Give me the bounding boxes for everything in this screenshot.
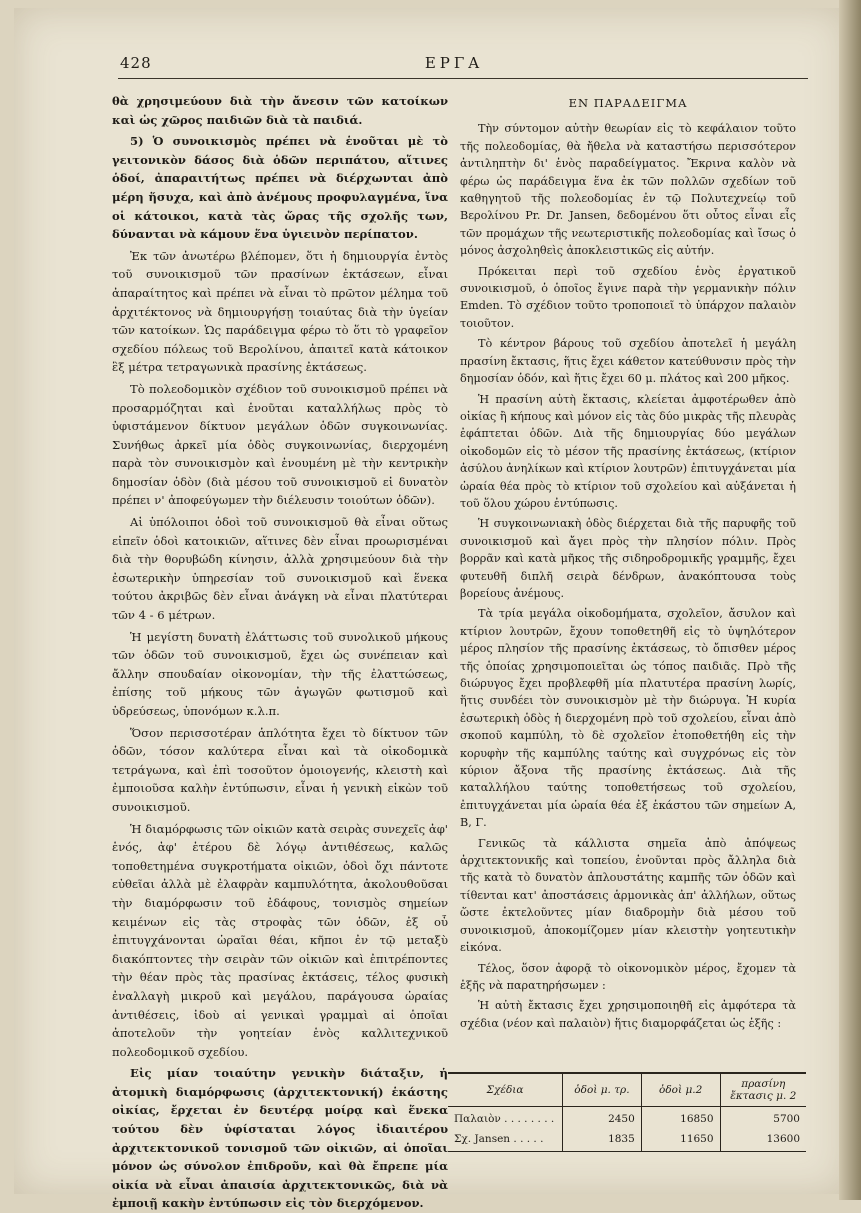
- table-cell: Σχ. Jansen . . . . .: [448, 1127, 563, 1152]
- table-row: [448, 1127, 806, 1152]
- paragraph: Ἡ αὐτὴ ἔκτασις ἔχει χρησιμοποιηθῆ εἰς ἀμφότερα τὰ σχέδια (νέον καὶ παλαιὸν) ἥτις διαμορφάζεται ὡς ἑξῆς :: [460, 999, 796, 1030]
- paragraph: Ἡ πρασίνη αὐτὴ ἔκτασις, κλείεται ἀμφοτέρωθεν ἀπὸ οἰκίας ἢ κήπους καὶ μόνον εἰς τὰς δύο μικρὰς τῆς πλευρὰς ἐφάπτεται ὁδῶν. Διὰ τῆς δημιουργίας δύο μεγάλων οἰκοδομῶν εἰς τὸ μέσον τῆς πρασίνης ἐκτάσεως, (κτίριον ἀσύλου ἀνηλίκων καὶ κτίριον λουτρῶν) ἐπιτυγχάνεται μία ὡραία θέα πρὸς τὸ κτίριον τοῦ σχολείου καὶ αὐξάνεται ἡ τοῦ ὅλου χώρου ἐντύπωσις.: [460, 392, 796, 510]
- paragraph: Ὅσον περισσοτέραν ἁπλότητα ἔχει τὸ δίκτυον τῶν ὁδῶν, τόσον καλύτερα εἶναι καὶ τὰ οἰκοδομικὰ τετράγωνα, καὶ ἐπὶ τοσοῦτον ὁμοιογενής, κλειστὴ καὶ ἐμποιοῦσα καλὴν ἐντύπωσιν, εἶναι ἡ γενικὴ εἰκὼν τοῦ συνοικισμοῦ.: [112, 725, 448, 814]
- paragraph: Εἰς μίαν τοιαύτην γενικὴν διάταξιν, ἡ ἀτομικὴ διαμόρφωσις (ἀρχιτεκτονική) ἑκάστης οἰκίας, ἔρχεται ἐν δευτέρᾳ μοίρᾳ καὶ ἕνεκα τούτου δὲν ὑφίσταται λόγος ἰδιαιτέρου ἀρχιτεκτονικοῦ τονισμοῦ τῶν οἰκιῶν, αἱ ὁποῖαι μόνον ὡς σύνολον ἐπιδροῦν, καὶ θὰ ἔπρεπε μία οἰκία νὰ εἶναι ἀπαισία ἀρχιτεκτονικῶς, διὰ νὰ ἐμποιῇ κακὴν ἐντύπωσιν εἰς τὸν διερχόμενον.: [112, 1066, 448, 1211]
- paragraph: Ἡ συγκοινωνιακὴ ὁδὸς διέρχεται διὰ τῆς παρυφῆς τοῦ συνοικισμοῦ καὶ ἄγει πρὸς τὴν πλησίον πόλιν. Πρὸς βορρᾶν καὶ κατὰ μῆκος τῆς σιδηροδρομικῆς γραμμῆς, ἔχει φυτευθῆ διπλῆ σειρὰ δένδρων, ἀνακόπτουσα τοὺς βορείους ἀνέμους.: [460, 517, 796, 600]
- paragraph: Τέλος, ὅσον ἀφορᾷ τὸ οἰκονομικὸν μέρος, ἔχομεν τὰ ἑξῆς νὰ παρατηρήσωμεν :: [460, 961, 796, 992]
- paragraph: Τὴν σύντομον αὐτὴν θεωρίαν εἰς τὸ κεφάλαιον τοῦτο τῆς πολεοδομίας, θὰ ἤθελα νὰ καταστήσω περισσότερον ἀντιληπτὴν δι' ἑνὸς παραδείγματος. Ἔκρινα καλὸν νὰ φέρω ὡς παράδειγμα ἕνα ἐκ τῶν πολλῶν σχεδίων τοῦ καθηγητοῦ τῆς πολεοδομίας ἐν τῷ Πολυτεχνείῳ τοῦ Βερολίνου Pr. Dr. Jansen, δεδομένου ὅτι οὗτος εἶναι εἷς τῶν προμάχων τῆς νεωτεριστικῆς πολεοδομίας καὶ ἴσως ὁ μόνος ἀσχοληθεὶς ἀποκλειστικῶς εἰς αὐτήν.: [460, 122, 796, 258]
- paragraph: Αἱ ὑπόλοιποι ὁδοὶ τοῦ συνοικισμοῦ θὰ εἶναι οὕτως εἰπεῖν ὁδοὶ κατοικιῶν, αἵτινες δὲν εἶναι προωρισμέναι διὰ τὴν θορυβώδη κίνησιν, ἀλλὰ χρησιμεύουν διὰ τὴν ἐσωτερικὴν ὑπηρεσίαν τοῦ συνοικισμοῦ καὶ ἕνεκα τούτου ἀκριβῶς δὲν εἶναι ἀνάγκη νὰ εἶναι πλατύτεραι τῶν 4 - 6 μέτρων.: [112, 515, 448, 623]
- table-cell: Παλαιὸν . . . . . . . .: [454, 1113, 555, 1125]
- right-column: [460, 95, 796, 1032]
- table-cell: 16850: [641, 1107, 720, 1128]
- paragraph: Πρόκειται περὶ τοῦ σχεδίου ἑνὸς ἐργατικοῦ συνοικισμοῦ, ὁ ὁποῖος ἔγινε παρὰ τὴν γερμανικὴν πόλιν Emden. Τὸ σχέδιον τοῦτο τροποποιεῖ τὸ ὑπάρχον παλαιὸν τοιοῦτον.: [460, 264, 796, 330]
- table-header: Σχέδια: [448, 1073, 563, 1107]
- paragraph: θὰ χρησιμεύουν διὰ τὴν ἄνεσιν τῶν κατοίκων καὶ ὡς χῶρος παιδιῶν διὰ τὰ παιδιά.: [112, 94, 448, 127]
- paragraph: Τὰ τρία μεγάλα οἰκοδομήματα, σχολεῖον, ἄσυλον καὶ κτίριον λουτρῶν, ἔχουν τοποθετηθῆ εἰς τὸ ὑψηλότερον μέρος πλησίον τῆς πρασίνης ἐκτάσεως, τὸ ὄπισθεν μέρος τῆς ὁποίας χρησιμοποιεῖται ὡς τόπος παιδιᾶς. Πρὸ τῆς διώρυγος ἔχει προβλεφθῆ μία πλατυτέρα πρασίνη λωρίς, ἥτις συνδέει τὸν συνοικισμὸν μὲ τὴν διώρυγα. Ἡ κυρία ἐσωτερικὴ ὁδὸς ἡ διερχομένη πρὸ τοῦ σχολείου, εἶναι ἀπὸ σκοποῦ καμπύλη, τὸ δὲ σχολεῖον ἐτοποθετήθη εἰς τὴν κορυφὴν τῆς καμπύλης ταύτης καὶ συγχρόνως εἰς τὸν κύριον ἄξονα τῆς πρασίνης ἐκτάσεως. Διὰ τῆς καταλλήλου ταύτης τοποθετήσεως τοῦ σχολείου, ἐπιτυγχάνεται μία ὡραία θέα ἐξ ἑκάστου τῶν σημείων Α, Β, Γ.: [460, 607, 796, 830]
- table-row: [448, 1107, 806, 1128]
- page-edge: [839, 0, 861, 1200]
- page-header: [104, 50, 804, 80]
- data-table: [448, 1072, 806, 1152]
- left-column: [112, 92, 448, 1213]
- table-cell: 2450: [563, 1107, 642, 1128]
- table-cell: 5700: [720, 1107, 806, 1128]
- right-paragraphs: [460, 120, 796, 1032]
- paragraph: Τὸ πολεοδομικὸν σχέδιον τοῦ συνοικισμοῦ πρέπει νὰ προσαρμόζηται καὶ ἑνοῦται καταλλήλως πρὸς τὸ ὑφιστάμενον δίκτυον μεγάλων ὁδῶν συγκοινωνίας. Συνήθως ἀρκεῖ μία ὁδὸς συγκοινωνίας, διερχομένη παρὰ τὸν συνοικισμὸν καὶ ἑνουμένη μὲ τὴν κεντρικὴν δημοσίαν ὁδὸν (διὰ μέσου τοῦ συνοικισμοῦ εἰ δυνατὸν πρέπει ν' ἀποφεύγωμεν τὴν διέλευσιν τοιούτων ὁδῶν).: [112, 381, 448, 508]
- header-rule: [118, 78, 808, 79]
- table-header-row: [448, 1073, 806, 1107]
- paragraph: Γενικῶς τὰ κάλλιστα σημεῖα ἀπὸ ἀπόψεως ἀρχιτεκτονικῆς καὶ τοπείου, ἑνοῦνται πρὸς ἄλληλα διὰ τῆς κατὰ τὸ δυνατὸν ἁπλουστάτης καμπῆς τῶν ὁδῶν καὶ τίθενται κατ' ἀποστάσεις ἁρμονικὰς ἀπ' ἀλλήλων, οὕτως ὥστε ἐκτελοῦντες μίαν διαδρομὴν διὰ μέσου τοῦ συνοικισμοῦ, ἀποκομίζομεν μίαν κλειστὴν γοητευτικὴν εἰκόνα.: [460, 836, 796, 955]
- paragraph: Ἡ μεγίστη δυνατὴ ἐλάττωσις τοῦ συνολικοῦ μήκους τῶν ὁδῶν τοῦ συνοικισμοῦ, ἔχει ὡς συνέπειαν καὶ ἄλλην σπουδαίαν οἰκονομίαν, τὴν τῆς ἐλαττώσεως, ἐπίσης τοῦ μήκους τῶν ἀγωγῶν φωτισμοῦ καὶ ὑδρεύσεως, ὑπονόμων κ.λ.π.: [112, 629, 448, 718]
- table-cell: 13600: [720, 1127, 806, 1152]
- table-cell: 11650: [641, 1127, 720, 1152]
- paragraph: Ἐκ τῶν ἀνωτέρω βλέπομεν, ὅτι ἡ δημιουργία ἐντὸς τοῦ συνοικισμοῦ τῶν πρασίνων ἐκτάσεων, εἶναι ἀπαραίτητος καὶ πρέπει νὰ εἶναι τὸ πρῶτον μέλημα τοῦ ἀρχιτέκτονος νὰ δημιουργήσῃ τοιαύτας διὰ τὴν ὑγείαν τῶν κατοίκων. Ὡς παράδειγμα φέρω τὸ ὅτι τὸ γραφεῖον σχεδίου πόλεως τοῦ Βερολίνου, ἀπαιτεῖ κατὰ κάτοικον ἓξ μέτρα τετραγωνικὰ πρασίνης ἐκτάσεως.: [112, 248, 448, 375]
- table-header: ὁδοὶ μ. τρ.: [563, 1073, 642, 1107]
- page-number: 428: [120, 54, 152, 72]
- paragraph: Ἡ διαμόρφωσις τῶν οἰκιῶν κατὰ σειρὰς συνεχεῖς ἀφ' ἑνός, ἀφ' ἑτέρου δὲ λόγῳ ἀντιθέσεως, καλῶς τοποθετημένα συγκροτήματα οἰκιῶν, ὁδοὶ ὄχι πάντοτε εὐθεῖαι ἀλλὰ μὲ ἐλαφρὰν καμπυλότητα, ἀκολουθοῦσαι τὴν διαμόρφωσιν τοῦ ἐδάφους, τονισμὸς σημείων κειμένων εἰς τὰς στροφὰς τῶν ὁδῶν, ἐξ οὗ ἐπιτυγχάνονται ὡραῖαι θέαι, κῆποι ἐν τῷ μεταξὺ διακόπτοντες τὴν σειρὰν τῶν οἰκιῶν καὶ ἐπιτρέποντες τὴν θέαν πρὸς τὰς πρασίνας ἐκτάσεις, τέλος φυσικὴ ἐναλλαγὴ μικροῦ καὶ μεγάλου, παράγουσα ὡραίας ἀντιθέσεις, ἰδοὺ αἱ γενικαὶ γραμμαὶ αἱ ὁποῖαι ἀποτελοῦν τὴν γοητείαν ἑνὸς καλλιτεχνικοῦ πολεοδομικοῦ σχεδίου.: [112, 821, 448, 1059]
- paragraph: Τὸ κέντρον βάρους τοῦ σχεδίου ἀποτελεῖ ἡ μεγάλη πρασίνη ἔκτασις, ἥτις ἔχει κάθετον κατεύθυνσιν πρὸς τὴν δημοσίαν ὁδόν, καὶ ἥτις ἔχει 60 μ. πλάτος καὶ 200 μῆκος.: [460, 337, 796, 386]
- section-title: ΕΝ ΠΑΡΑΔΕΙΓΜΑ: [568, 96, 688, 110]
- paragraph: 5) Ὁ συνοικισμὸς πρέπει νὰ ἑνοῦται μὲ τὸ γειτονικὸν δάσος διὰ ὁδῶν περιπάτου, αἵτινες ὁδοί, ἀπαραιτήτως πρέπει νὰ διέρχωνται ἀπὸ μέρη ἥσυχα, καὶ ἀπὸ ἀνέμους προφυλαγμένα, ἵνα οἱ κάτοικοι, κατὰ τὰς ὥρας τῆς σχολῆς των, δύνανται νὰ κάμουν ἕνα ὑγιεινὸν περίπατον.: [112, 134, 448, 242]
- running-title: ΕΡΓΑ: [424, 54, 484, 72]
- table-header: ὁδοὶ μ.2: [641, 1073, 720, 1107]
- table-cell: 1835: [563, 1127, 642, 1152]
- table-header: πρασίνη ἔκτασις μ. 2: [720, 1073, 806, 1107]
